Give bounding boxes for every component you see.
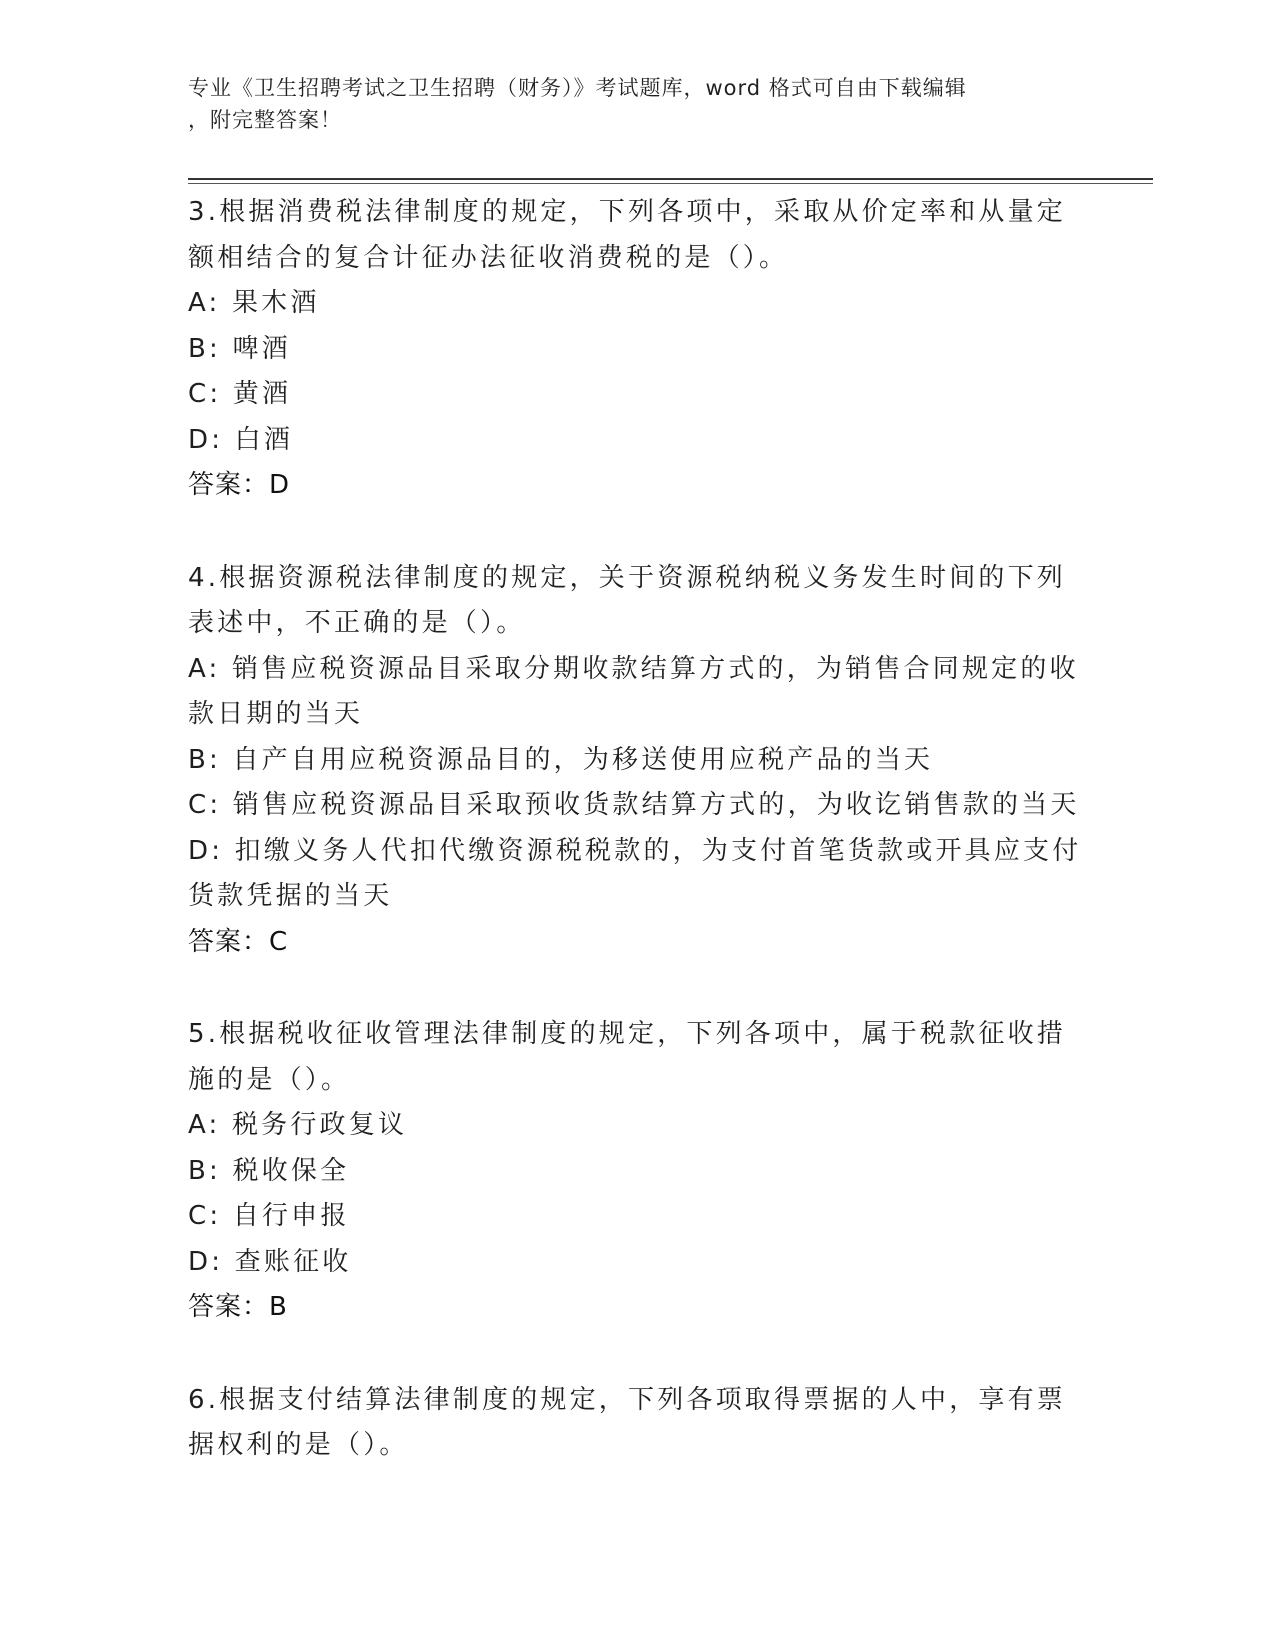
header-line-1: 专业《卫生招聘考试之卫生招聘（财务）》考试题库，word 格式可自由下载编辑 bbox=[188, 76, 967, 100]
option-line: B: 自产自用应税资源品目的，为移送使用应税产品的当天 bbox=[188, 744, 934, 775]
answer-line: 答案：D bbox=[188, 470, 291, 500]
option-line: B: 啤酒 bbox=[188, 333, 291, 364]
option-line: A: 果木酒 bbox=[188, 288, 320, 318]
option-line: A: 税务行政复议 bbox=[188, 1110, 408, 1140]
question-block bbox=[188, 190, 1088, 509]
header-divider-thin bbox=[188, 183, 1153, 184]
question-block bbox=[188, 556, 1088, 966]
header-divider-thick bbox=[188, 178, 1153, 180]
answer-line: 答案：C bbox=[188, 926, 289, 957]
question-stem-line: 额相结合的复合计征办法征收消费税的是（）。 bbox=[188, 242, 789, 273]
question-stem-line: 4.根据资源税法律制度的规定，关于资源税纳税义务发生时间的下列 bbox=[188, 562, 1067, 593]
option-line: 款日期的当天 bbox=[188, 699, 364, 729]
option-line: A: 销售应税资源品目采取分期收款结算方式的，为销售合同规定的收 bbox=[188, 653, 1079, 684]
option-line: 货款凭据的当天 bbox=[188, 881, 393, 911]
question-stem-line: 施的是（）。 bbox=[188, 1064, 351, 1095]
option-line: D: 扣缴义务人代扣代缴资源税税款的，为支付首笔货款或开具应支付 bbox=[188, 835, 1082, 866]
header-line-2: ，附完整答案！ bbox=[188, 108, 342, 132]
option-line: D: 查账征收 bbox=[188, 1246, 352, 1277]
question-stem-line: 表述中，不正确的是（）。 bbox=[188, 608, 526, 638]
question-stem-line: 据权利的是（）。 bbox=[188, 1430, 409, 1460]
option-line: C: 销售应税资源品目采取预收货款结算方式的，为收讫销售款的当天 bbox=[188, 790, 1080, 820]
question-block bbox=[188, 1012, 1088, 1331]
option-line: B: 税收保全 bbox=[188, 1155, 350, 1186]
answer-line: 答案：B bbox=[188, 1292, 288, 1322]
option-line: C: 自行申报 bbox=[188, 1201, 350, 1231]
question-block bbox=[188, 1378, 1088, 1469]
document-header bbox=[188, 72, 1088, 136]
question-stem-line: 3.根据消费税法律制度的规定，下列各项中，采取从价定率和从量定 bbox=[188, 197, 1067, 227]
option-line: C: 黄酒 bbox=[188, 379, 292, 409]
option-line: D: 白酒 bbox=[188, 424, 294, 455]
question-list bbox=[188, 190, 1088, 1516]
question-stem-line: 5.根据税收征收管理法律制度的规定，下列各项中，属于税款征收措 bbox=[188, 1019, 1067, 1049]
question-stem-line: 6.根据支付结算法律制度的规定，下列各项取得票据的人中，享有票 bbox=[188, 1384, 1067, 1415]
